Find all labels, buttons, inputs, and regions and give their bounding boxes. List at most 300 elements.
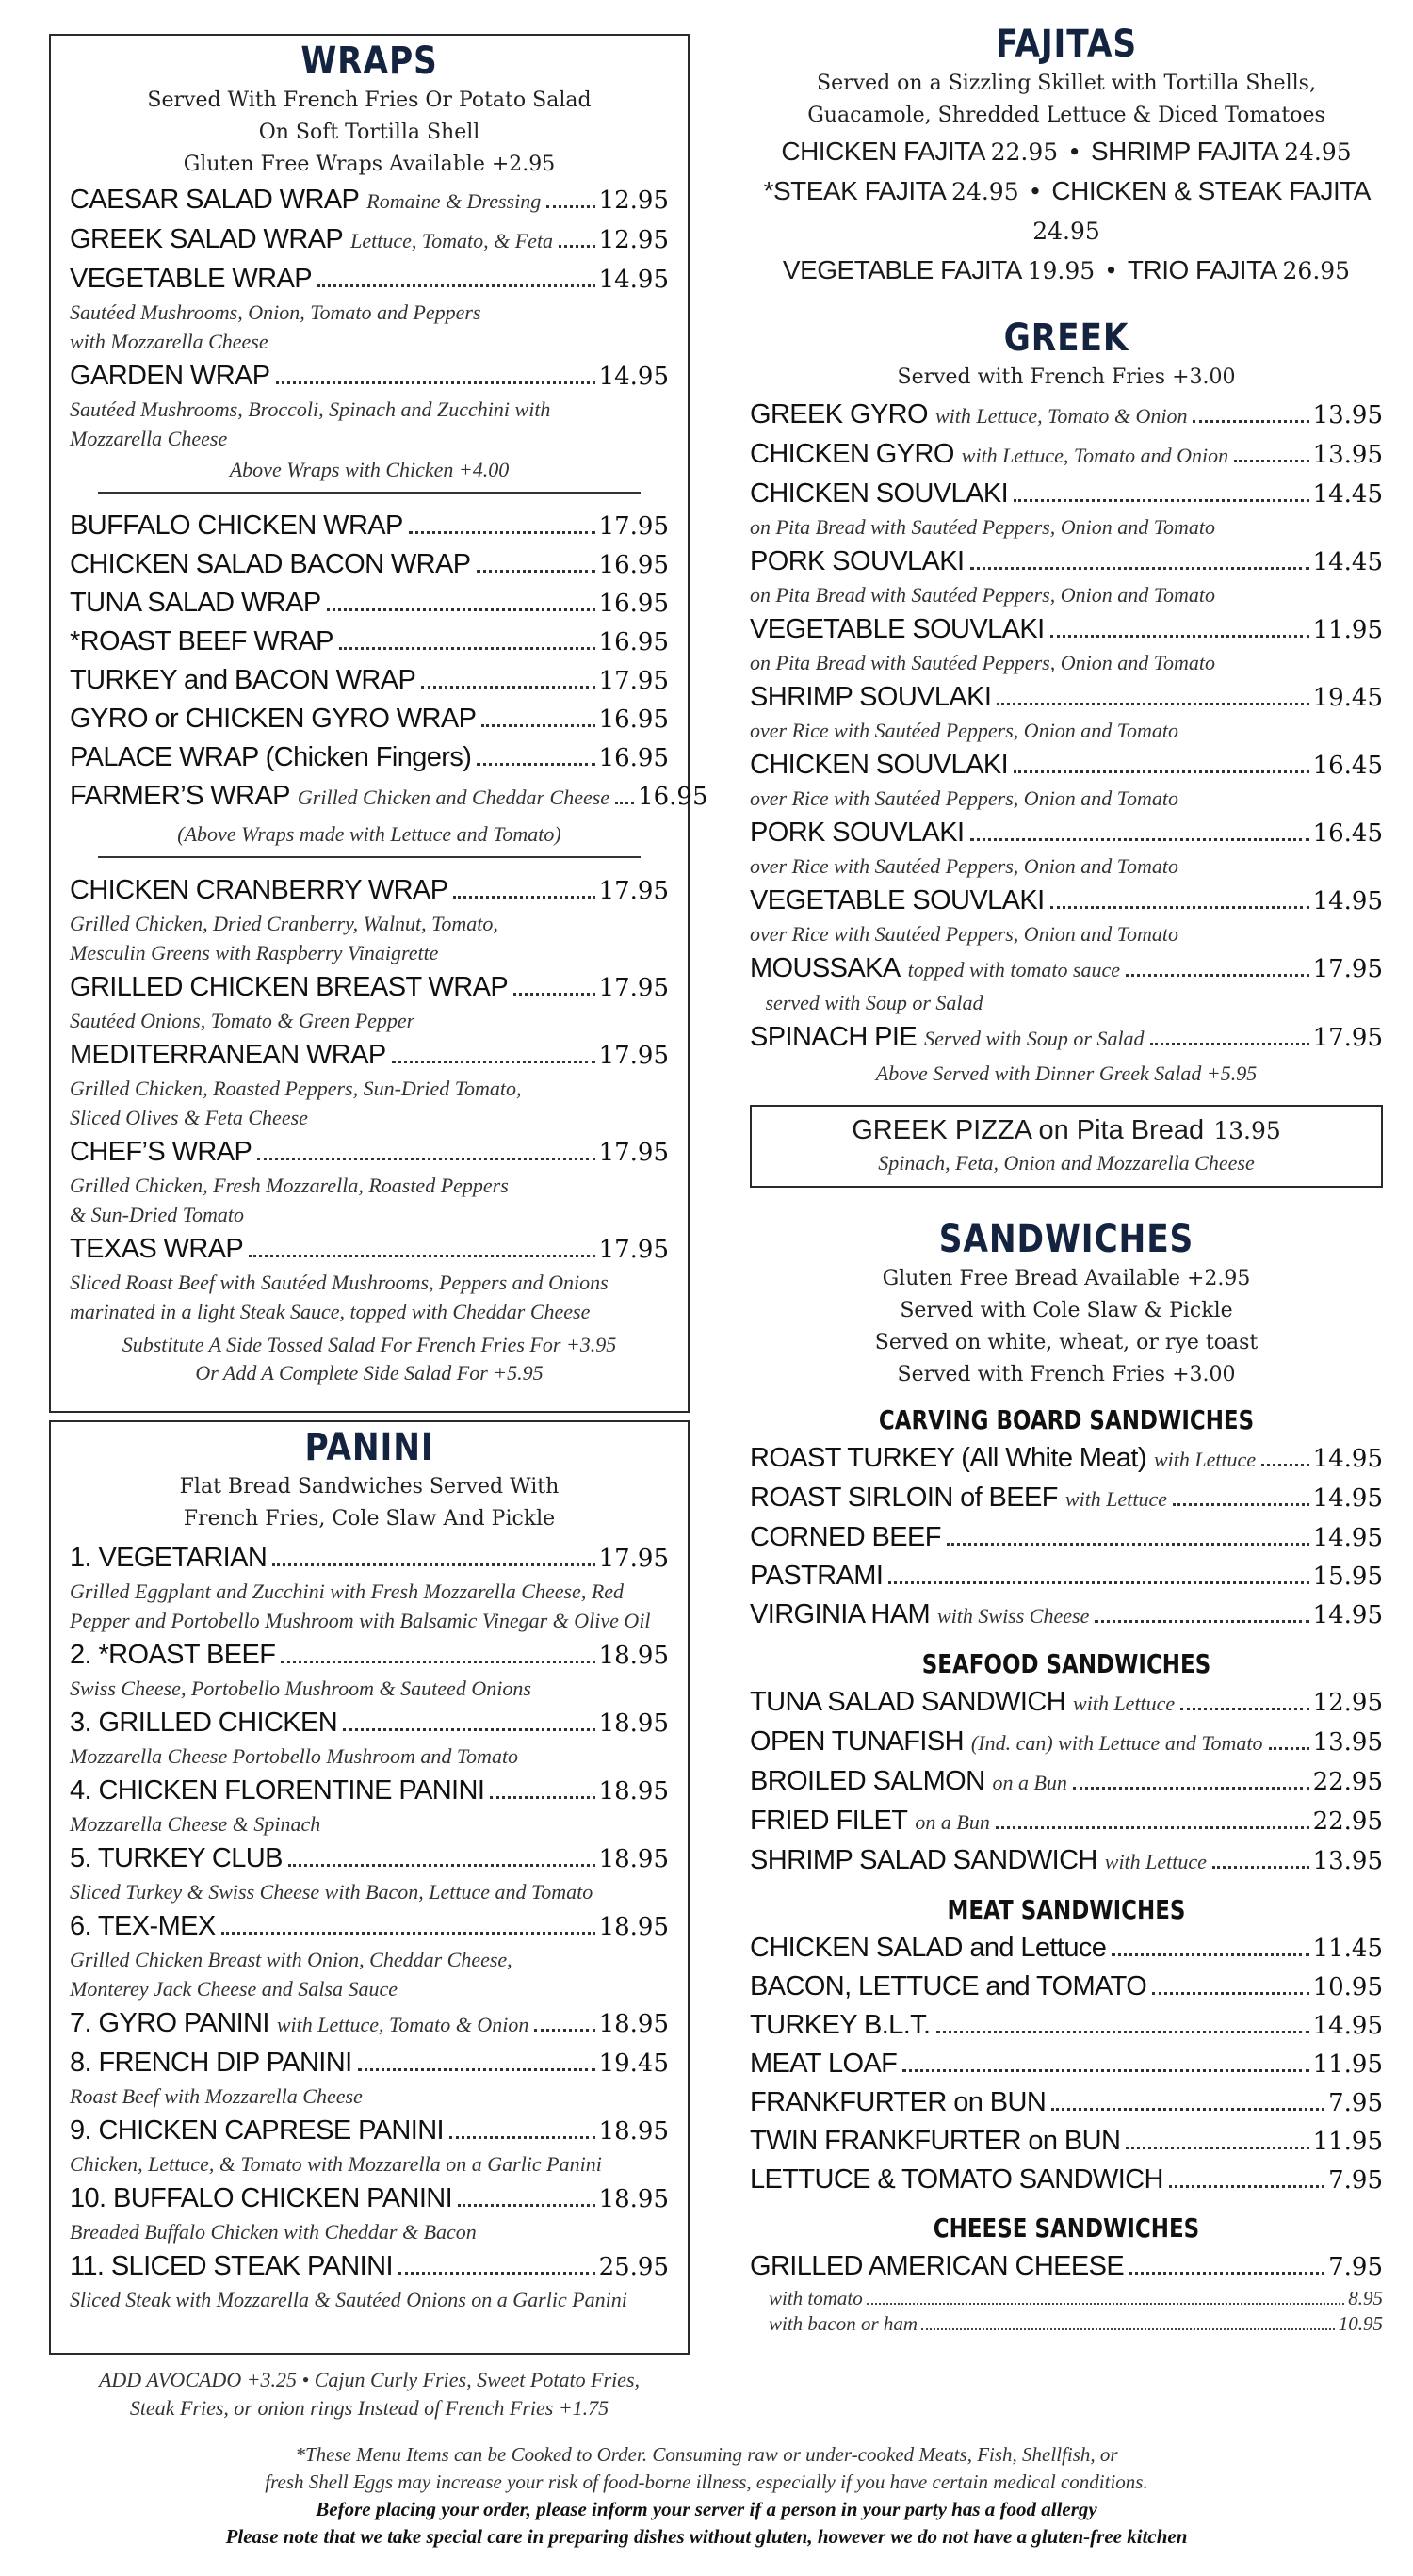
item-description: Mozzarella Cheese & Spinach [70, 1812, 321, 1836]
menu-item [750, 2045, 1383, 2083]
item-name: 4. CHICKEN FLORENTINE PANINI [70, 1775, 485, 1806]
item-price: 14.95 [1312, 887, 1383, 915]
menu-item [70, 623, 669, 661]
fajita-name: VEGETABLE FAJITA [782, 255, 1021, 284]
item-price: 16.45 [1312, 819, 1383, 848]
item-price: 11.95 [1312, 2050, 1383, 2079]
dot-leader [249, 1255, 594, 1257]
dot-leader [339, 647, 595, 650]
fajita-row [750, 132, 1383, 171]
item-name: 5. TURKEY CLUB [70, 1843, 283, 1873]
item-price: 14.95 [1312, 1445, 1383, 1473]
dot-leader [559, 245, 595, 248]
item-description: on Pita Bread with Sautéed Peppers, Onion and Tomato [750, 515, 1215, 539]
menu-item [750, 1596, 1383, 1635]
dot-leader [1261, 1464, 1308, 1466]
item-price: 17.95 [1312, 955, 1383, 983]
menu-item [750, 1439, 1383, 1479]
item-name: 6. TEX-MEX [70, 1911, 216, 1941]
item-name: SHRIMP SALAD SANDWICH [750, 1845, 1097, 1875]
greek-pizza-name: GREEK PIZZA on Pita Bread [852, 1115, 1205, 1145]
item-price: 18.95 [598, 1777, 669, 1806]
sandwiches-title: SANDWICHES [938, 1218, 1194, 1261]
footer-line: Steak Fries, or onion rings Instead of French Fries +1.75 [129, 2396, 609, 2420]
category-title: CARVING BOARD SANDWICHES [878, 1404, 1255, 1435]
item-desc: with Lettuce, Tomato & Onion [935, 404, 1188, 428]
fajita-price: 22.95 [990, 138, 1059, 166]
side-upgrades-note [49, 2366, 690, 2422]
menu-item [750, 2083, 1383, 2122]
item-desc: on a Bun [992, 1771, 1067, 1794]
menu-item [70, 507, 669, 545]
item-desc: (Ind. can) with Lettuce and Tomato [970, 1731, 1263, 1755]
item-name: VEGETABLE WRAP [70, 264, 312, 294]
item-description: Sautéed Mushrooms, Onion, Tomato and Peppers [70, 300, 481, 324]
fajita-price: 24.95 [951, 178, 1019, 205]
dot-leader [272, 1563, 594, 1566]
separator: • [1067, 138, 1081, 166]
sandwiches-subtitle [750, 1263, 1383, 1391]
fajita-row [750, 251, 1383, 290]
menu-item [750, 1018, 1383, 1058]
item-name: VEGETABLE SOUVLAKI [750, 614, 1045, 644]
subtitle-line: Served With French Fries Or Potato Salad [147, 89, 592, 112]
wraps-subtitle [70, 85, 669, 181]
footer-line: Substitute A Side Tossed Salad For French Fries For +3.95 [122, 1333, 617, 1356]
item-description: Grilled Chicken, Roasted Peppers, Sun-Dried Tomato, [70, 1077, 522, 1100]
item-desc: Served with Soup or Salad [924, 1027, 1145, 1050]
item-price: 14.95 [598, 266, 669, 294]
item-description: over Rice with Sautéed Peppers, Onion and Tomato [750, 786, 1179, 810]
item-name: 9. CHICKEN CAPRESE PANINI [70, 2115, 445, 2146]
dot-leader [1234, 460, 1308, 462]
footer-line: ADD AVOCADO +3.25 • Cajun Curly Fries, Sweet Potato Fries, [98, 2368, 641, 2391]
item-description: Sliced Turkey & Swiss Cheese with Bacon, Lettuce and Tomato [70, 1880, 593, 1904]
item-name: CAESAR SALAD WRAP [70, 185, 360, 215]
option-label: with bacon or ham [769, 2312, 918, 2335]
item-name: CHICKEN SOUVLAKI [750, 750, 1009, 780]
dot-leader [1193, 420, 1308, 423]
item-description: Grilled Chicken, Dried Cranberry, Walnut, Tomato, [70, 912, 498, 935]
item-name: TURKEY and BACON WRAP [70, 665, 416, 695]
menu-item [750, 1762, 1383, 1802]
greek-pizza-box [750, 1105, 1383, 1188]
fajitas-section [750, 23, 1383, 290]
fajita-row [750, 171, 1383, 251]
dot-leader [398, 2272, 595, 2275]
item-price: 17.95 [598, 512, 669, 541]
item-description: Breaded Buffalo Chicken with Cheddar & Bacon [70, 2220, 477, 2244]
item-desc: with Lettuce [1073, 1692, 1176, 1715]
dot-leader [902, 2069, 1308, 2072]
item-description: & Sun-Dried Tomato [70, 1203, 244, 1226]
item-description: on Pita Bread with Sautéed Peppers, Onion and Tomato [750, 651, 1215, 674]
item-description: Sliced Steak with Mozzarella & Sautéed Onions on a Garlic Panini [70, 2288, 627, 2311]
item-price: 14.95 [1312, 1601, 1383, 1629]
category-items [750, 1929, 1383, 2199]
item-price: 16.95 [638, 783, 708, 811]
item-name: 8. FRENCH DIP PANINI [70, 2048, 352, 2078]
divider [98, 856, 641, 858]
item-name: CORNED BEEF [750, 1522, 941, 1552]
footer-line: Or Add A Complete Side Salad For +5.95 [195, 1361, 544, 1385]
dot-leader [970, 567, 1309, 570]
menu-item [750, 678, 1383, 717]
menu-item [750, 949, 1383, 989]
dot-leader [1212, 1866, 1309, 1869]
wraps-group-2 [70, 507, 708, 817]
item-option [750, 2286, 1383, 2311]
greek-items [750, 396, 1383, 1058]
subtitle-line: Guacamole, Shredded Lettuce & Diced Tomatoes [807, 104, 1325, 127]
menu-item [70, 2044, 669, 2082]
panini-section [49, 1420, 690, 2355]
subtitle-line: On Soft Tortilla Shell [258, 121, 480, 144]
category-items [750, 1683, 1383, 1881]
fajitas-subtitle [750, 68, 1383, 132]
dot-leader [921, 2328, 1335, 2330]
item-price: 13.95 [1312, 1728, 1383, 1757]
dot-leader [1126, 974, 1309, 977]
item-price: 14.45 [1312, 548, 1383, 576]
item-price: 13.95 [1312, 401, 1383, 429]
menu-item [70, 1636, 669, 1675]
item-name: PASTRAMI [750, 1561, 884, 1591]
dot-leader [997, 703, 1308, 705]
item-desc: Lettuce, Tomato, & Feta [350, 229, 554, 252]
item-description: Sliced Olives & Feta Cheese [70, 1106, 308, 1129]
item-price: 13.95 [1312, 441, 1383, 469]
dot-leader [947, 1543, 1309, 1546]
item-price: 7.95 [1328, 2089, 1383, 2117]
dot-leader [421, 686, 594, 689]
item-price: 12.95 [1312, 1689, 1383, 1717]
item-price: 14.45 [1312, 480, 1383, 509]
menu-item [750, 1683, 1383, 1723]
dot-leader [534, 2029, 594, 2032]
item-name: TURKEY B.L.T. [750, 2010, 931, 2040]
dot-leader [1269, 1747, 1309, 1750]
item-name: GRILLED CHICKEN BREAST WRAP [70, 972, 509, 1002]
bold-text: Please note that we take special care in preparing dishes without gluten, however we do not have a gluten-free kitchen [225, 2525, 1188, 2548]
menu-item [750, 2161, 1383, 2199]
item-desc: with Lettuce [1064, 1487, 1168, 1511]
item-price: 17.95 [598, 1139, 669, 1167]
item-price: 18.95 [598, 2117, 669, 2146]
item-price: 15.95 [1312, 1563, 1383, 1591]
dot-leader [1073, 1787, 1309, 1790]
item-name: CHICKEN CRANBERRY WRAP [70, 875, 448, 905]
item-name: 1. VEGETARIAN [70, 1543, 268, 1573]
item-name: CHICKEN SALAD and Lettuce [750, 1933, 1107, 1963]
item-desc: with Lettuce, Tomato & Onion [276, 2013, 529, 2036]
item-price: 14.95 [598, 363, 669, 391]
category-title: MEAT SANDWICHES [947, 1894, 1186, 1925]
item-name: BUFFALO CHICKEN WRAP [70, 510, 403, 541]
item-description: with Mozzarella Cheese [70, 330, 268, 353]
dot-leader [1014, 499, 1309, 502]
subtitle-line: Served on a Sizzling Skillet with Tortilla Shells, [817, 72, 1316, 95]
dot-leader [1014, 770, 1309, 773]
dot-leader [276, 381, 595, 384]
fajita-price: 19.95 [1027, 257, 1096, 284]
category-title: SEAFOOD SANDWICHES [921, 1648, 1211, 1679]
fajita-name: TRIO FAJITA [1127, 255, 1276, 284]
dot-leader [490, 1796, 594, 1799]
fajita-name: CHICKEN FAJITA [781, 137, 984, 166]
menu-item [750, 1968, 1383, 2006]
greek-pizza-desc: Spinach, Feta, Onion and Mozzarella Cheese [878, 1151, 1255, 1175]
item-description: Grilled Eggplant and Zucchini with Fresh Mozzarella Cheese, Red [70, 1580, 625, 1603]
fajita-name: SHRIMP FAJITA [1090, 137, 1277, 166]
menu-item [70, 700, 669, 738]
dot-leader [343, 1728, 594, 1731]
menu-item [750, 2122, 1383, 2161]
dot-leader [513, 993, 594, 996]
item-name: TUNA SALAD WRAP [70, 588, 321, 618]
wraps-group-3 [70, 871, 669, 1325]
item-price: 16.95 [598, 590, 669, 618]
wraps-group-1-note: Above Wraps with Chicken +4.00 [229, 458, 510, 481]
menu-item [70, 2112, 669, 2150]
menu-item [70, 1907, 669, 1946]
menu-item [70, 777, 708, 817]
item-description: Mesculin Greens with Raspberry Vinaigrette [70, 941, 439, 964]
item-description: Roast Beef with Mozzarella Cheese [70, 2084, 363, 2108]
item-name: SPINACH PIE [750, 1022, 918, 1052]
separator: • [1104, 257, 1118, 284]
item-price: 16.95 [598, 744, 669, 772]
allergy-disclaimer [0, 2441, 1413, 2551]
menu-item [70, 357, 669, 396]
dot-leader [615, 802, 634, 804]
dot-leader [288, 1864, 595, 1867]
menu-item [750, 1929, 1383, 1968]
sandwiches-section [750, 1218, 1383, 2337]
menu-item [750, 882, 1383, 920]
greek-pizza-item [761, 1112, 1372, 1149]
item-name: MEDITERRANEAN WRAP [70, 1040, 386, 1070]
item-desc: Romaine & Dressing [366, 189, 542, 213]
subtitle-line: Gluten Free Wraps Available +2.95 [183, 153, 556, 176]
menu-item [70, 2004, 669, 2044]
dot-leader [1112, 1953, 1308, 1956]
item-name: TWIN FRANKFURTER on BUN [750, 2126, 1121, 2156]
item-description: Chicken, Lettuce, & Tomato with Mozzarella on a Garlic Panini [70, 2152, 602, 2176]
item-price: 22.95 [1312, 1768, 1383, 1796]
menu-item [70, 2247, 669, 2286]
dot-leader [1050, 635, 1309, 638]
dot-leader [1095, 1620, 1308, 1623]
item-name: *ROAST BEEF WRAP [70, 626, 333, 656]
item-name: VIRGINIA HAM [750, 1599, 930, 1629]
item-desc: with Swiss Cheese [937, 1604, 1090, 1628]
menu-item [750, 2247, 1383, 2286]
item-price: 16.45 [1312, 752, 1383, 780]
item-price: 18.95 [598, 1913, 669, 1941]
item-price: 13.95 [1312, 1847, 1383, 1875]
menu-item [750, 814, 1383, 852]
item-price: 18.95 [598, 2185, 669, 2213]
menu-item [750, 1557, 1383, 1596]
panini-items [70, 1539, 669, 2313]
item-name: CHICKEN SALAD BACON WRAP [70, 549, 471, 579]
greek-footer-note: Above Served with Dinner Greek Salad +5.95 [875, 1061, 1258, 1085]
menu-item [70, 1230, 669, 1269]
item-price: 18.95 [598, 1845, 669, 1873]
item-price: 10.95 [1312, 1973, 1383, 2001]
menu-item [70, 871, 669, 910]
dot-leader [317, 284, 595, 287]
dot-leader [1152, 1992, 1308, 1995]
item-description: marinated in a light Steak Sauce, topped with Cheddar Cheese [70, 1300, 591, 1323]
dot-leader [1050, 906, 1309, 909]
item-name: CHEF’S WRAP [70, 1137, 252, 1167]
item-description: Sliced Roast Beef with Sautéed Mushrooms, Peppers and Onions [70, 1271, 609, 1294]
menu-item [70, 545, 669, 584]
dot-leader [257, 1158, 594, 1160]
menu-item [750, 543, 1383, 581]
item-name: PORK SOUVLAKI [750, 546, 965, 576]
subtitle-line: Served with French Fries +3.00 [897, 1363, 1236, 1386]
dot-leader [1051, 2108, 1324, 2111]
item-price: 11.45 [1312, 1935, 1383, 1963]
dot-leader [281, 1661, 594, 1663]
menu-item [70, 1772, 669, 1810]
item-price: 17.95 [1312, 1024, 1383, 1052]
item-name: TEXAS WRAP [70, 1234, 244, 1264]
menu-item [70, 2179, 669, 2218]
item-description: on Pita Bread with Sautéed Peppers, Onion and Tomato [750, 583, 1215, 607]
disclaimer-line: *These Menu Items can be Cooked to Order. Consuming raw or under-cooked Meats, Fish, Shellfish, or [295, 2443, 1118, 2466]
item-price: 14.95 [1312, 1484, 1383, 1513]
panini-title: PANINI [304, 1426, 434, 1469]
item-name: GREEK GYRO [750, 399, 928, 429]
item-description: over Rice with Sautéed Peppers, Onion and Tomato [750, 719, 1179, 742]
item-description: Sautéed Mushrooms, Broccoli, Spinach and Zucchini with [70, 397, 551, 421]
item-description: Swiss Cheese, Portobello Mushroom & Sauteed Onions [70, 1677, 531, 1700]
item-description: Monterey Jack Cheese and Salsa Sauce [70, 1977, 398, 2001]
wraps-section [49, 34, 708, 1413]
disclaimer-line: fresh Shell Eggs may increase your risk of food-borne illness, especially if you have certain medical conditions. [265, 2471, 1148, 2493]
menu-item [750, 746, 1383, 785]
dot-leader [358, 2068, 595, 2071]
menu-item [70, 584, 669, 623]
item-name: MEAT LOAF [750, 2049, 898, 2079]
item-price: 17.95 [598, 1236, 669, 1264]
item-description: Grilled Chicken, Fresh Mozzarella, Roasted Peppers [70, 1174, 509, 1197]
dot-leader [1169, 2185, 1324, 2188]
menu-item [750, 1518, 1383, 1557]
item-price: 25.95 [598, 2253, 669, 2281]
separator: • [1028, 178, 1043, 205]
wraps-footer-note [70, 1331, 669, 1387]
menu-item [70, 1539, 669, 1578]
item-description: Mozzarella Cheese Portobello Mushroom and Tomato [70, 1744, 519, 1768]
item-name: SHRIMP SOUVLAKI [750, 682, 992, 712]
menu-item [70, 220, 669, 260]
menu-item [750, 610, 1383, 649]
item-name: CHICKEN SOUVLAKI [750, 478, 1009, 509]
item-description: Grilled Chicken Breast with Onion, Cheddar Cheese, [70, 1948, 512, 1971]
menu-item [70, 1704, 669, 1742]
fajita-name: *STEAK FAJITA [763, 176, 945, 205]
dot-leader [409, 531, 595, 534]
subtitle-line: Gluten Free Bread Available +2.95 [882, 1267, 1251, 1290]
item-price: 18.95 [598, 2010, 669, 2038]
dot-leader [970, 838, 1309, 841]
greek-subtitle: Served with French Fries +3.00 [897, 365, 1236, 389]
item-description: Sautéed Onions, Tomato & Green Pepper [70, 1009, 415, 1032]
item-price: 17.95 [598, 667, 669, 695]
dot-leader [1126, 2147, 1308, 2149]
item-price: 12.95 [598, 186, 669, 215]
fajitas-title: FAJITAS [996, 23, 1137, 66]
dot-leader [867, 2303, 1344, 2305]
menu-item [750, 435, 1383, 475]
dot-leader [1173, 1503, 1309, 1506]
item-desc: topped with tomato sauce [907, 958, 1121, 981]
item-price: 16.95 [598, 628, 669, 656]
item-name: BROILED SALMON [750, 1766, 985, 1796]
item-price: 18.95 [598, 1709, 669, 1738]
item-name: 7. GYRO PANINI [70, 2008, 269, 2038]
option-label: with tomato [769, 2287, 863, 2309]
dot-leader [477, 570, 595, 573]
item-price: 16.95 [598, 551, 669, 579]
greek-pizza-price: 13.95 [1213, 1117, 1281, 1144]
item-desc: Grilled Chicken and Cheddar Cheese [297, 786, 610, 809]
disclaimer-bold-line [0, 2496, 1413, 2523]
dot-leader [936, 2031, 1309, 2033]
category-items [750, 2247, 1383, 2337]
dot-leader [888, 1581, 1308, 1584]
dot-leader [477, 763, 594, 766]
menu-item [70, 968, 669, 1007]
item-name: PALACE WRAP (Chicken Fingers) [70, 742, 472, 772]
menu-item [750, 1723, 1383, 1762]
menu-item [70, 1036, 669, 1075]
item-price: 19.45 [1312, 684, 1383, 712]
fajita-price: 24.95 [1032, 218, 1100, 245]
item-price: 11.95 [1312, 616, 1383, 644]
dot-leader [458, 2204, 594, 2207]
item-name: FRANKFURTER on BUN [750, 2087, 1047, 2117]
item-name: FRIED FILET [750, 1806, 908, 1836]
option-price: 10.95 [1338, 2312, 1383, 2335]
menu-item [70, 260, 669, 299]
disclaimer-bold-line [0, 2523, 1413, 2551]
item-description: Mozzarella Cheese [70, 427, 228, 450]
subtitle-line: French Fries, Cole Slaw And Pickle [183, 1507, 556, 1531]
item-description: served with Soup or Salad [750, 991, 983, 1014]
dot-leader [1129, 2272, 1324, 2275]
panini-subtitle [70, 1471, 669, 1535]
item-name: 11. SLICED STEAK PANINI [70, 2251, 393, 2281]
item-price: 18.95 [598, 1642, 669, 1670]
item-name: GARDEN WRAP [70, 361, 270, 391]
dot-leader [449, 2136, 595, 2139]
item-name: OPEN TUNAFISH [750, 1726, 964, 1757]
subtitle-line: Flat Bread Sandwiches Served With [179, 1475, 560, 1499]
item-name: BACON, LETTUCE and TOMATO [750, 1971, 1147, 2001]
option-price: 8.95 [1348, 2287, 1383, 2309]
bold-text: Before placing your order, please inform your server if a person in your party has a food allergy [316, 2498, 1097, 2520]
item-name: PORK SOUVLAKI [750, 818, 965, 848]
menu-item [70, 661, 669, 700]
item-name: GREEK SALAD WRAP [70, 224, 344, 254]
dot-leader [546, 205, 594, 208]
